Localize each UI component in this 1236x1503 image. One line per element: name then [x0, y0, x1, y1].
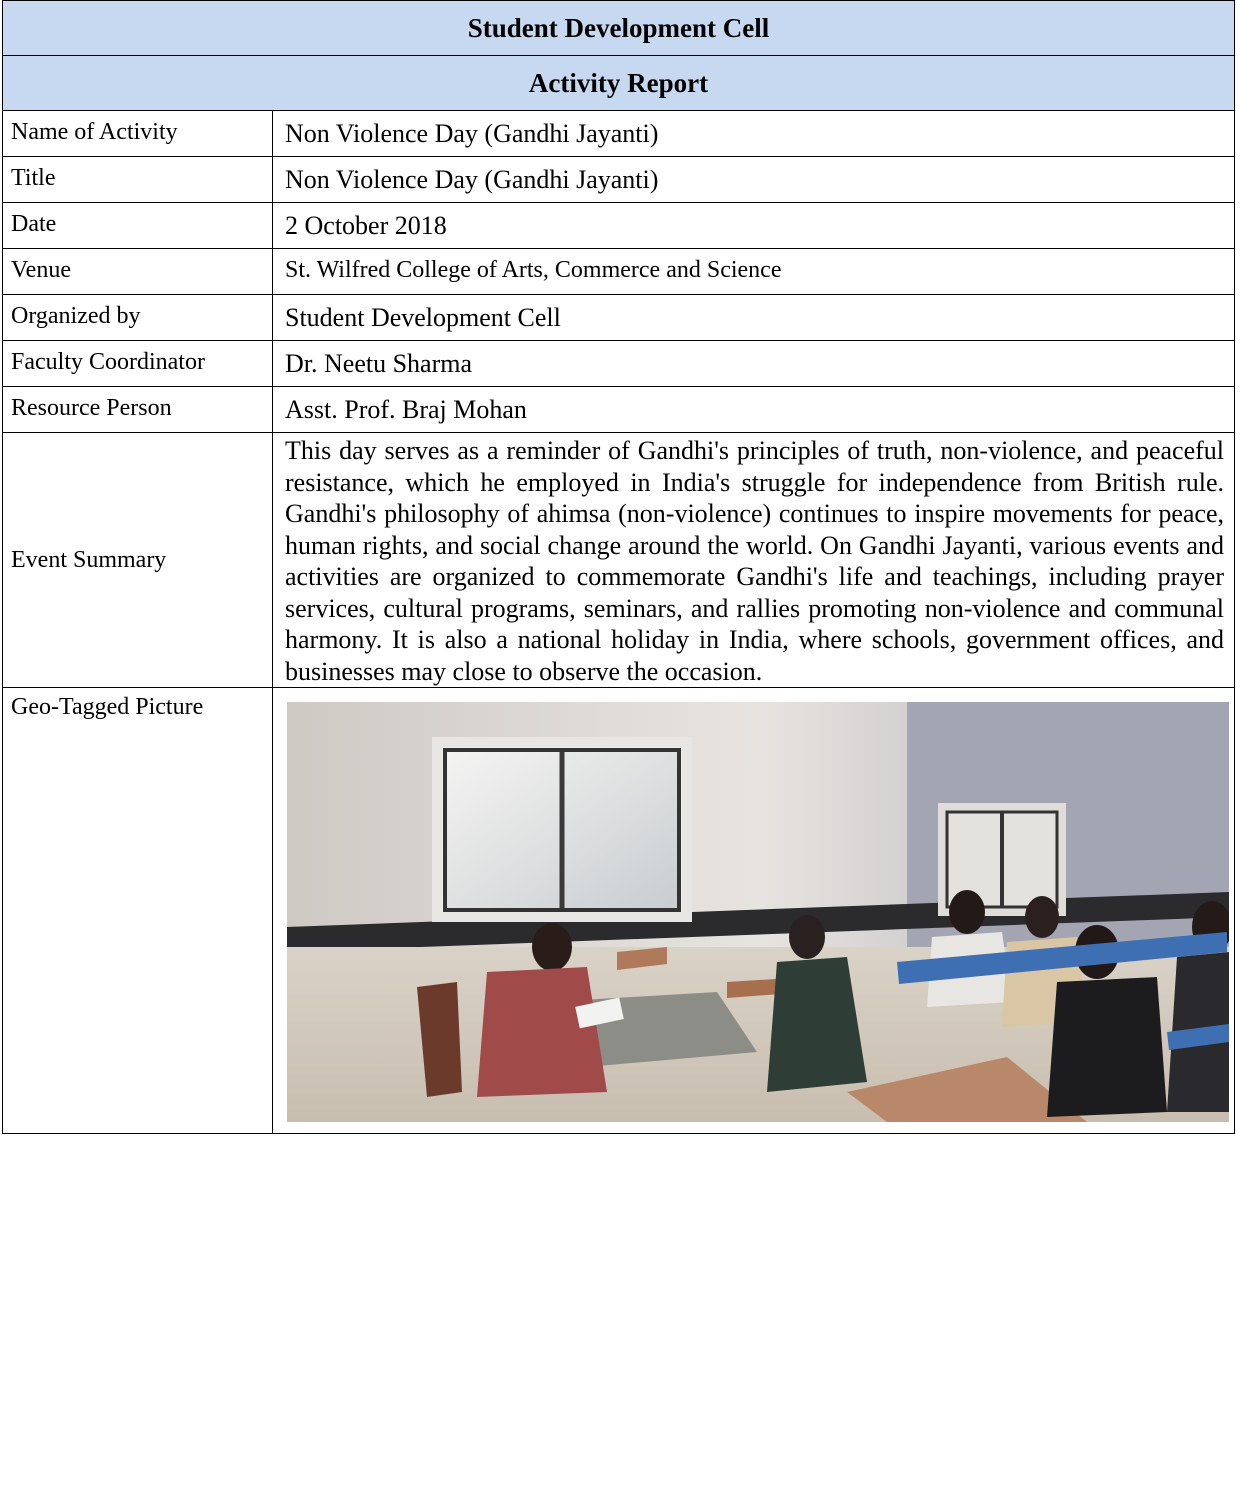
field-value: St. Wilfred College of Arts, Commerce and Science: [285, 257, 782, 283]
field-label: Resource Person: [11, 395, 172, 421]
row-date: [3, 203, 1235, 249]
field-value: Asst. Prof. Braj Mohan: [285, 395, 527, 424]
field-value: Non Violence Day (Gandhi Jayanti): [285, 165, 659, 194]
field-label: Organized by: [11, 303, 141, 329]
row-name-of-activity: [3, 111, 1235, 157]
report-subtitle: Activity Report: [528, 68, 709, 98]
activity-report-table: [2, 0, 1235, 1134]
field-label: Faculty Coordinator: [11, 349, 205, 375]
field-label: Event Summary: [11, 546, 167, 573]
row-resource-person: [3, 387, 1235, 433]
field-value: Dr. Neetu Sharma: [285, 349, 473, 378]
report-subtitle-cell: [3, 56, 1235, 111]
report-title-cell: [3, 1, 1235, 56]
field-label: Date: [11, 211, 57, 237]
classroom-photo: [287, 702, 1229, 1122]
report-title: Student Development Cell: [467, 13, 770, 43]
row-venue: [3, 249, 1235, 295]
field-value: Student Development Cell: [285, 303, 561, 332]
field-value: Non Violence Day (Gandhi Jayanti): [285, 119, 659, 148]
header-row: [3, 1, 1235, 56]
row-event-summary: [3, 433, 1235, 688]
row-organized-by: [3, 295, 1235, 341]
event-summary-text: This day serves as a reminder of Gandhi's principles of truth, non-violence, and peaceful resistance, which he employed in India's struggle for independence from British rule. Gandhi's philosophy of ahimsa (non-violence) continues to inspire movements for peace, human rights, and social change around the world. On Gandhi Jayanti, various events and activities are organized to commemorate Gandhi's life and teachings, including prayer services, cultural programs, seminars, and rallies promoting non-violence and communal harmony. It is also a national holiday in India, where schools, government offices, and businesses may close to observe the occasion.: [273, 433, 1235, 688]
row-faculty-coordinator: [3, 341, 1235, 387]
subheader-row: [3, 56, 1235, 111]
field-label: Title: [11, 165, 56, 191]
row-title: [3, 157, 1235, 203]
field-value: 2 October 2018: [285, 211, 447, 240]
field-label: Venue: [11, 257, 71, 283]
field-label: Geo-Tagged Picture: [11, 694, 204, 720]
geo-tagged-photo: [287, 702, 1229, 1122]
field-label: Name of Activity: [11, 119, 178, 145]
row-geo-tagged-picture: [3, 688, 1235, 1134]
